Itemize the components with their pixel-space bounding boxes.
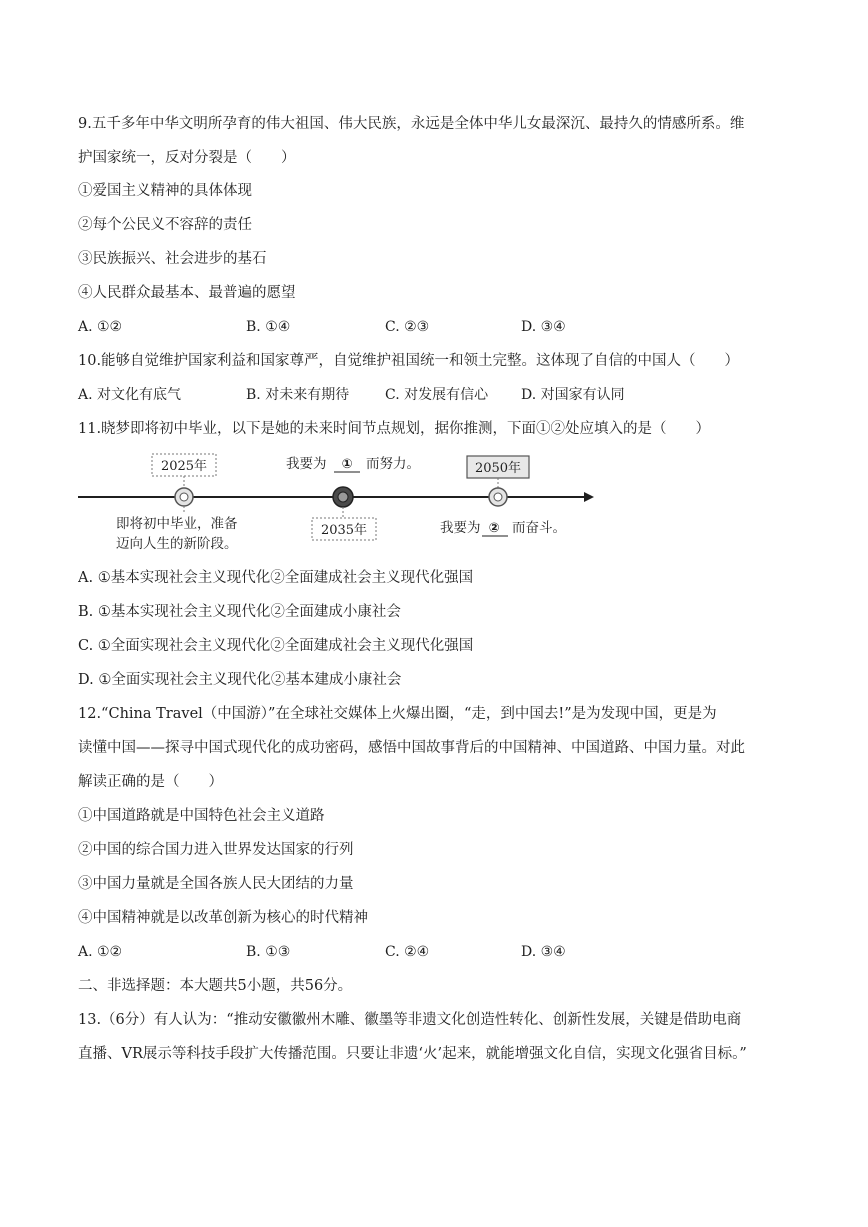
- q13-stem-line1: 13.（6分）有人认为：“推动安徽徽州木雕、徽墨等非遗文化创造性转化、创新性发展，关键是借助电商: [78, 1012, 742, 1028]
- q11-option-d[interactable]: D. ①全面实现社会主义现代化②基本建成小康社会: [78, 672, 402, 688]
- note-2025-line2: 迈向人生的新阶段。: [116, 536, 238, 552]
- q9-item-1: ①爱国主义精神的具体体现: [78, 183, 252, 199]
- q12-options: [78, 942, 798, 962]
- q12-stem-line3: 解读正确的是（ ）: [78, 774, 223, 790]
- q9-option-d[interactable]: D. ③④: [521, 319, 566, 335]
- q12-option-b[interactable]: B. ①③: [246, 944, 291, 960]
- timeline-arrow-icon: [584, 492, 594, 502]
- q11-option-b[interactable]: B. ①基本实现社会主义现代化②全面建成小康社会: [78, 604, 401, 620]
- q9-item-3: ③民族振兴、社会进步的基石: [78, 251, 267, 267]
- q12-option-d[interactable]: D. ③④: [521, 944, 566, 960]
- q10-option-d[interactable]: D. 对国家有认同: [521, 387, 625, 403]
- q12-item-2: ②中国的综合国力进入世界发达国家的行列: [78, 842, 354, 858]
- q12-stem-line1: 12.“China Travel（中国游）”在全球社交媒体上火爆出圈，“走，到中国去!”是为发现中国，更是为: [78, 706, 717, 722]
- q10-option-a[interactable]: A. 对文化有底气: [78, 387, 182, 403]
- q12-item-4: ④中国精神就是以改革创新为核心的时代精神: [78, 910, 368, 926]
- q10-options: [78, 385, 798, 405]
- q9-option-b[interactable]: B. ①④: [246, 319, 291, 335]
- q9-stem-line2: 护国家统一，反对分裂是（ ）: [78, 150, 296, 166]
- year-2025-label: 2025年: [160, 459, 208, 474]
- note-2050-suffix: 而奋斗。: [512, 520, 566, 536]
- q12-option-c[interactable]: C. ②④: [385, 944, 430, 960]
- q12-stem-line2: 读懂中国——探寻中国式现代化的成功密码，感悟中国故事背后的中国精神、中国道路、中国力量。对此: [78, 740, 745, 756]
- q11-stem: 11.晓梦即将初中毕业，以下是她的未来时间节点规划，据你推测，下面①②处应填入的是（ ）: [78, 421, 711, 437]
- q9-item-4: ④人民群众最基本、最普遍的愿望: [78, 285, 296, 301]
- q12-item-1: ①中国道路就是中国特色社会主义道路: [78, 808, 325, 824]
- q9-item-2: ②每个公民义不容辞的责任: [78, 217, 252, 233]
- year-2050-label: 2050年: [474, 461, 522, 476]
- q10-stem: 10.能够自觉维护国家利益和国家尊严，自觉维护祖国统一和领土完整。这体现了自信的中国人（ ）: [78, 353, 740, 369]
- note-2050-blank: ②: [488, 521, 500, 536]
- q10-option-c[interactable]: C. 对发展有信心: [385, 387, 489, 403]
- year-2035-label: 2035年: [320, 523, 368, 538]
- q11-option-c[interactable]: C. ①全面实现社会主义现代化②全面建成社会主义现代化强国: [78, 638, 474, 654]
- note-2035-suffix: 而努力。: [366, 456, 420, 472]
- note-2025-line1: 即将初中毕业，准备: [116, 516, 238, 532]
- q13-stem-line2: 直播、VR展示等科技手段扩大传播范围。只要让非遗‘火’起来，就能增强文化自信，实现文化强省目标。”: [78, 1046, 747, 1062]
- section2-heading: 二、非选择题：本大题共5小题，共56分。: [78, 978, 353, 994]
- q12-option-a[interactable]: A. ①②: [78, 944, 123, 960]
- q9-stem-line1: 9.五千多年中华文明所孕育的伟大祖国、伟大民族，永远是全体中华儿女最深沉、最持久的情感所系。维: [78, 116, 745, 132]
- q12-item-3: ③中国力量就是全国各族人民大团结的力量: [78, 876, 354, 892]
- q9-option-a[interactable]: A. ①②: [78, 319, 123, 335]
- q11-option-a[interactable]: A. ①基本实现社会主义现代化②全面建成社会主义现代化强国: [78, 570, 474, 586]
- q9-option-c[interactable]: C. ②③: [385, 319, 430, 335]
- note-2035-blank: ①: [341, 457, 353, 472]
- note-2035-prefix: 我要为: [286, 456, 327, 472]
- q9-options: [78, 317, 798, 337]
- note-2050-prefix: 我要为: [440, 520, 481, 536]
- q11-timeline-figure: [78, 448, 598, 564]
- q10-option-b[interactable]: B. 对未来有期待: [246, 387, 350, 403]
